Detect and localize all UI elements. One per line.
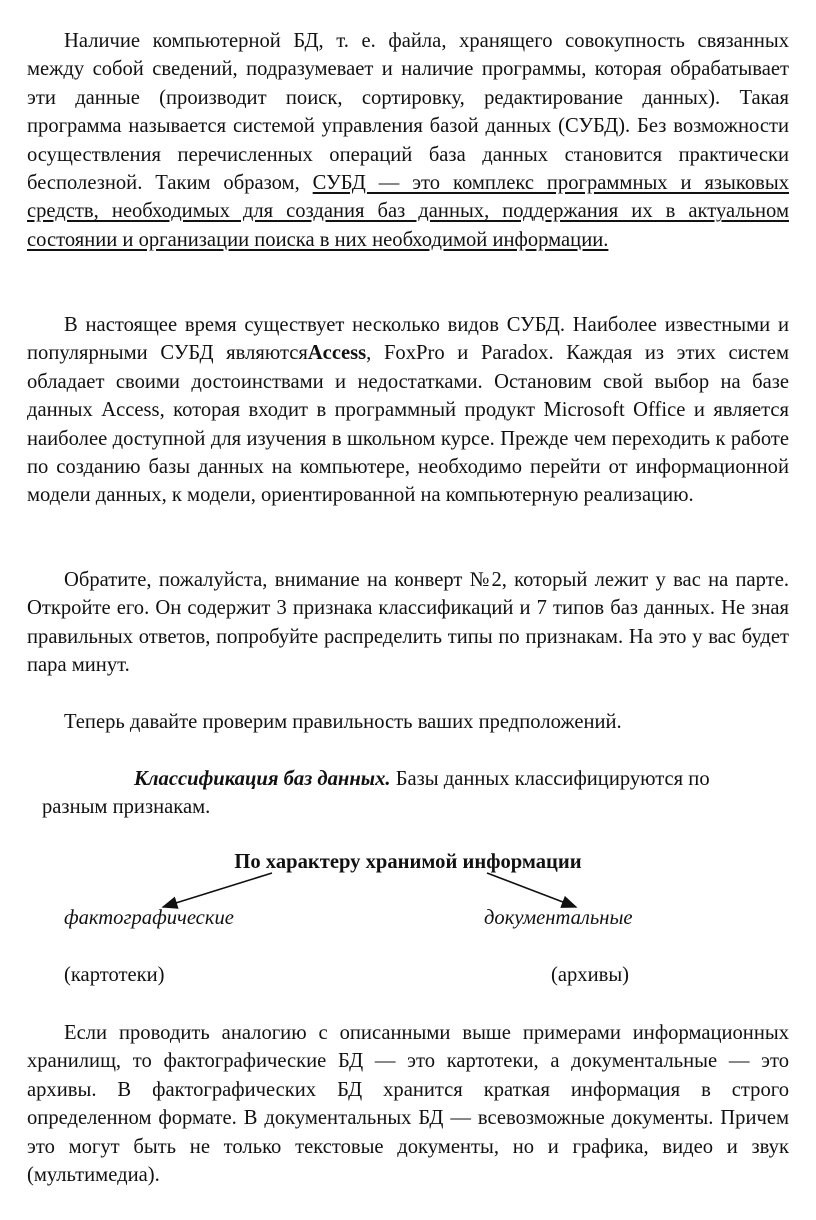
arrow-right [487,873,576,907]
factographic-label: фактографические [64,907,234,929]
paragraph-analogy: Если проводить аналогию с описанными выше примерами информационных хранилищ, то фактографические БД — это картотеки, а документальные — это архивы. В фактографических БД хранится краткая информация в строго определенном формате. В документальных БД — всевозможные документы. Причем это могут быть не только текстовые документы, но и графика, видео и звук (мультимедиа). [27,1022,789,1187]
classification-rest: Базы данных классифицируются по [395,768,710,790]
archives-example: (архивы) [551,964,630,986]
documentary-label: документальные [484,907,633,929]
paragraph-text: В настоящее время существует несколько видов СУБД. Наиболее известными и популярными СУБД являются [27,314,789,365]
card-index-example: (картотеки) [64,964,165,986]
paragraph-text: , FoxPro и Paradox. Каждая из этих систем обладает своими достоинствами и недостатками. Остановим свой выбор на базе данных Access, которая входит в программный продукт Microsoft Office и является наиболее доступной для изучения в школьном курсе. Прежде чем переходить к работе по созданию базы данных на компьютере, необходимо перейти от информационной модели данных, к модели, ориентированной на компьютерную реализацию. [27,342,789,507]
classification-rest-2: разным признакам. [42,796,211,819]
paragraph-envelope: Обратите, пожалуйста, внимание на конверт №2, который лежит у вас на парте. Откройте его. Он содержит 3 признака классификаций и 7 типов баз данных. Не зная правильных ответов, попробуйте распределить типы по признакам. На это у вас будет пара минут. [27,569,789,677]
classification-title: Классификация баз данных. [134,768,391,790]
access-bold: Access [307,342,367,365]
arrow-left [163,873,272,907]
paragraph-check: Теперь давайте проверим правильность ваших предположений. [64,711,622,733]
paragraph-classification [42,765,789,822]
paragraph-dbms-types [27,311,789,510]
paragraph-dbms-intro [27,27,789,254]
paragraph-text: Наличие компьютерной БД, т. е. файла, хранящего совокупность связанных между собой сведений, подразумевает и наличие программы, которая обрабатывает эти данные (производит поиск, сортировку, редактирование данных). Такая программа называется системой управления базой данных (СУБД). Без возможности осуществления перечисленных операций база данных становится практически бесполезной. Таким образом, [27,30,789,195]
diagram-heading: По характеру хранимой информации [234,851,582,873]
dbms-definition: СУБД — это комплекс программных и языковых средств, необходимых для создания баз данных, поддержания их в актуальном состоянии и организации поиска в них необходимой информации. [27,172,789,251]
